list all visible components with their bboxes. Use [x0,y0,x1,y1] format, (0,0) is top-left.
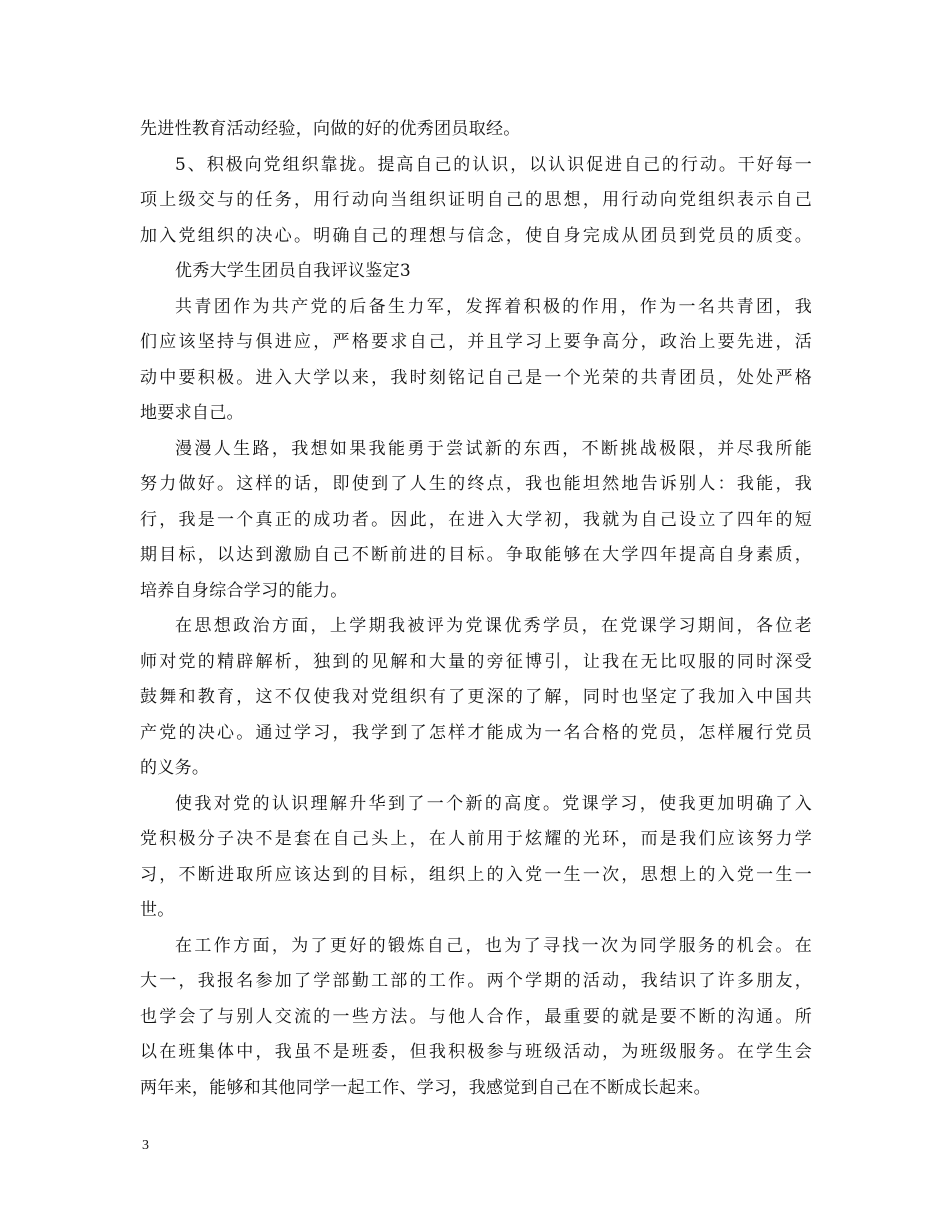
text-line: 5、积极向党组织靠拢。提高自己的认识，以认识促进自己的行动。干好每一 [175,154,812,175]
text-line: 们应该坚持与俱进应，严格要求自己，并且学习上要争高分，政治上要先进，活 [140,332,812,352]
text-line: 习，不断进取所应该达到的目标，组织上的入党一生一次，思想上的入党一生一 [140,864,812,885]
text-line: 世。 [140,900,175,920]
text-line: 项上级交与的任务，用行动向当组织证明自己的思想，用行动向党组织表示自己 [140,190,812,210]
text-line: 先进性教育活动经验，向做的好的优秀团员取经。 [140,119,521,139]
text-line: 的义务。 [140,758,210,778]
text-line: 努力做好。这样的话，即使到了人生的终点，我也能坦然地告诉别人：我能，我 [140,474,812,494]
text-line: 两年来，能够和其他同学一起工作、学习，我感觉到自己在不断成长起来。 [140,1077,711,1098]
text-line: 行，我是一个真正的成功者。因此，在进入大学初，我就为自己设立了四年的短 [140,509,812,530]
text-line: 地要求自己。 [140,403,244,423]
text-line: 以在班集体中，我虽不是班委，但我积极参与班级活动，为班级服务。在学生会 [140,1042,812,1062]
text-line: 共青团作为共产党的后备生力军，发挥着积极的作用，作为一名共青团，我 [175,296,812,317]
text-line: 优秀大学生团员自我评议鉴定3 [175,261,412,281]
text-line: 党积极分子决不是套在自己头上，在人前用于炫耀的光环，而是我们应该努力学 [140,829,812,849]
text-line: 产党的决心。通过学习，我学到了怎样才能成为一名合格的党员，怎样履行党员 [140,722,812,743]
text-line: 期目标，以达到激励自己不断前进的目标。争取能够在大学四年提高自身素质， [140,545,812,565]
document-body [140,112,812,1106]
text-line: 在工作方面，为了更好的锻炼自己，也为了寻找一次为同学服务的机会。在 [175,935,812,956]
text-line: 师对党的精辟解析，独到的见解和大量的旁征博引，让我在无比叹服的同时深受 [140,651,812,672]
text-line: 漫漫人生路，我想如果我能勇于尝试新的东西，不断挑战极限，并尽我所能 [175,438,812,459]
text-line: 动中要积极。进入大学以来，我时刻铭记自己是一个光荣的共青团员，处处严格 [140,367,812,388]
text-line: 使我对党的认识理解升华到了一个新的高度。党课学习，使我更加明确了入 [175,793,812,814]
text-line: 大一，我报名参加了学部勤工部的工作。两个学期的活动，我结识了许多朋友， [140,971,812,991]
text-line: 在思想政治方面，上学期我被评为党课优秀学员，在党课学习期间，各位老 [175,616,812,636]
text-line: 也学会了与别人交流的一些方法。与他人合作，最重要的就是要不断的沟通。所 [140,1006,812,1027]
text-line: 鼓舞和教育，这不仅使我对党组织有了更深的了解，同时也坚定了我加入中国共 [140,687,812,707]
text-line: 培养自身综合学习的能力。 [140,580,348,601]
text-line: 加入党组织的决心。明确自己的理想与信念，使自身完成从团员到党员的质变。 [140,225,812,246]
page-number: 3 [142,1138,149,1153]
